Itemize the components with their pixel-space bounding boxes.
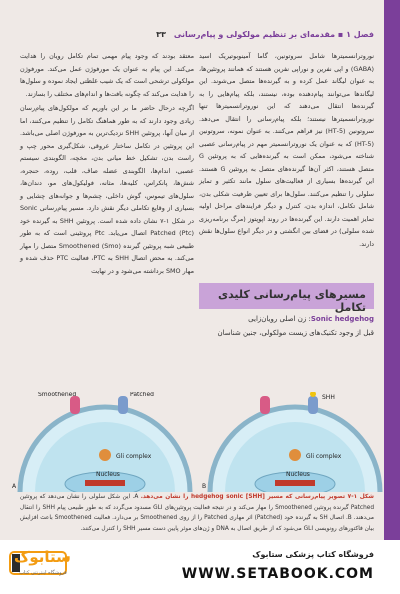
label-nucleus: Nucleus <box>286 471 310 478</box>
store-name: فروشگاه کتاب پزشکی ستابوک <box>252 550 374 559</box>
section-heading: مسیرهای پیام‌رسانی کلیدی تکامل <box>199 283 374 309</box>
paragraph: اگرچه درحال حاضر ما بر این باوریم که مولکول‌های پیام‌رسان زیادی وجود دارند که به طور هماهنگ تکامل را تنظیم می‌کنند، اما از میان آنها، پروتئین SHH نزدیک‌ترین به مورفوژن اصلی می‌باشد. این پروتئین در تکامل ساختار عروقی، شکل‌گیری محور چپ و راست بدن، تشکیل خط میانی بدن، مخچه، الگوبندی سیستم عصبی، اندام‌ها، الگوبندی عضله صاف، قلب، روده، حنجره، شش‌ها، پانکراس، کلیه‌ها، مثانه، فولیکول‌های مو، دندان‌ها، سلول‌های تیموس، گوش داخلی، چشم‌ها و جوانه‌های چشایی و بسیاری از وقایع تکاملی دیگر نقش دارد. مسیر پیام‌رسانی Sonic در شکل ۱-۷ نشان داده شده است. پروتئین SHH به گیرنده خود Patched (Ptc) اتصال می‌یابد. Ptc پروتئینی است که به طور طبیعی شبه پروتئین گیرنده Smoothened (Smo) متصل را مهار می‌کند. به محض اتصال SHH به PTC، فعالیت PTC حذف شده و مهار SMO برداشته می‌شود و در نهایت <box>20 104 195 275</box>
gli-complex-icon <box>289 449 301 461</box>
section-term-fa: زن اصلی رویان‌زایی <box>248 315 307 323</box>
caption-label: شکل ۱-۷ تصویر پیام‌رسانی که مسیر [SHH] hedgehog sonic را نشان می‌دهد. <box>140 494 374 500</box>
smoothened-receptor-icon <box>260 396 270 414</box>
panel-a <box>12 392 190 492</box>
right-column <box>199 50 374 260</box>
section-term-en: Sonic hedgehog <box>310 315 374 323</box>
figure-caption <box>20 492 374 534</box>
section-body: Sonic hedgehog: زن اصلی رویان‌زایی قبل از وجود تکنیک‌های زیست مولکولی، جنین شناسان <box>199 312 374 340</box>
panel-b-label: B <box>202 483 207 490</box>
label-smoothened: Smoothened <box>38 392 77 398</box>
patched-receptor-icon <box>308 396 318 414</box>
label-patched: Patched <box>130 392 154 398</box>
label-nucleus: Nucleus <box>96 471 120 478</box>
patched-receptor-icon <box>118 396 128 414</box>
figure-shh-pathway <box>10 392 384 492</box>
gli-complex-icon <box>99 449 111 461</box>
figure-illustration <box>10 392 384 492</box>
panel-b <box>202 392 380 492</box>
label-gli-complex: Gli complex <box>116 453 152 460</box>
page-footer <box>0 540 400 594</box>
label-gli-complex: Gli complex <box>306 453 342 460</box>
page-number: ۳۳ <box>156 30 166 39</box>
label-shh: SHH <box>322 394 335 401</box>
chapter-title: فصل ۱ ▪ مقدمه‌ای بر تنظیم مولکولی و پیام‌رسانی <box>173 30 374 39</box>
chapter-sidebar-strip <box>384 0 400 540</box>
page-header <box>20 30 374 44</box>
section-body-text: قبل از وجود تکنیک‌های زیست مولکولی، جنین شناسان <box>217 329 374 337</box>
paragraph: نوروترانسمیترها شامل سروتونین، گاما آمینوبوتیریک اسید (GABA) و اپی نفرین و نوراپی نفرین هستند که همانند پروتئین‌ها، به عنوان لیگاند عمل کرده و به گیرنده‌ها متصل می‌شوند. این لیگاندها می‌توانند پیام‌دهنده بوده، نیستند، بلکه پیام‌هایی را به گیرنده‌ها انتقال می‌دهند که این نوروترانسمیترها تنها نوروترانسمیترها نیستند؛ بلکه پیام‌رسانی را انتقال می‌دهد. سروتونین (5-HT) نیز فراهم می‌کنند. به عنوان نمونه، سروتونین (HT-5) که به عنوان یک نوروترانسمیتر مهم در پیام‌رسانی عصبی شناخته می‌شود، ممکن است به گیرنده‌هایی که به پروتئین G متصل هستند، اکثر آن‌ها گیرنده‌های متصل به پروتئین G هستند. این گیرنده‌ها بسیاری از فعالیت‌های سلول مانند تکثیر و تمایز سلولی را تنظیم می‌کنند. سلول‌ها برای تعیین ظرفیت شکلی بدن، شامل تکامل، اندازه بدن، کنترل و دیگر فرایندهای مراحل اولیه تمایز اهمیت دارند. این گیرنده‌ها در روند اپوپتوز (مرگ برنامه‌ریزی شده سلولی) در فضای بین انگشتی و در دیگر انواع سلول‌ها نقش دارند. <box>199 52 374 248</box>
panel-a-label: A <box>12 483 17 490</box>
smoothened-receptor-icon <box>70 396 80 414</box>
logo-subtitle: فروشگاه اینترنتی کتاب <box>19 570 67 576</box>
logo-wordmark: ستابوک <box>14 548 71 566</box>
store-url[interactable]: WWW.SETABOOK.COM <box>181 566 374 582</box>
paragraph: معتقد بودند که وجود پیام مهمی تمام تکامل رویان را هدایت می‌کند. این پیام به عنوان یک مورفوژن عمل می‌کند. مورفوژن مولکولی ترشحی است که یک شیب غلظتی ایجاد نموده و سلول‌ها را هدایت می‌کند که چگونه بافت‌ها و اندام‌های مختلف را بسازند. <box>20 52 194 98</box>
caption-text: A. این شکل سلولی را نشان می‌دهد که پروتئین Patched گیرنده پروتئین Smoothened را مهار می‌کند و در نتیجه فعالیت پروتئین‌های GLI مسدود می‌گردد که به طور طبیعی پیام SHH را انتقال می‌دهند. B. اتصال SH به گیرنده خود (Patched) اثر مهاری Patched را از روی Smoothened بر می‌دارد. فعالیت Smoothened باعث افزایش بیان فاکتورهای رونویسی GLI می‌شود که از طریق اتصال به DNA و ژن‌های موثر پایین دست مسیر SHH را کنترل می‌کنند. <box>20 494 374 532</box>
